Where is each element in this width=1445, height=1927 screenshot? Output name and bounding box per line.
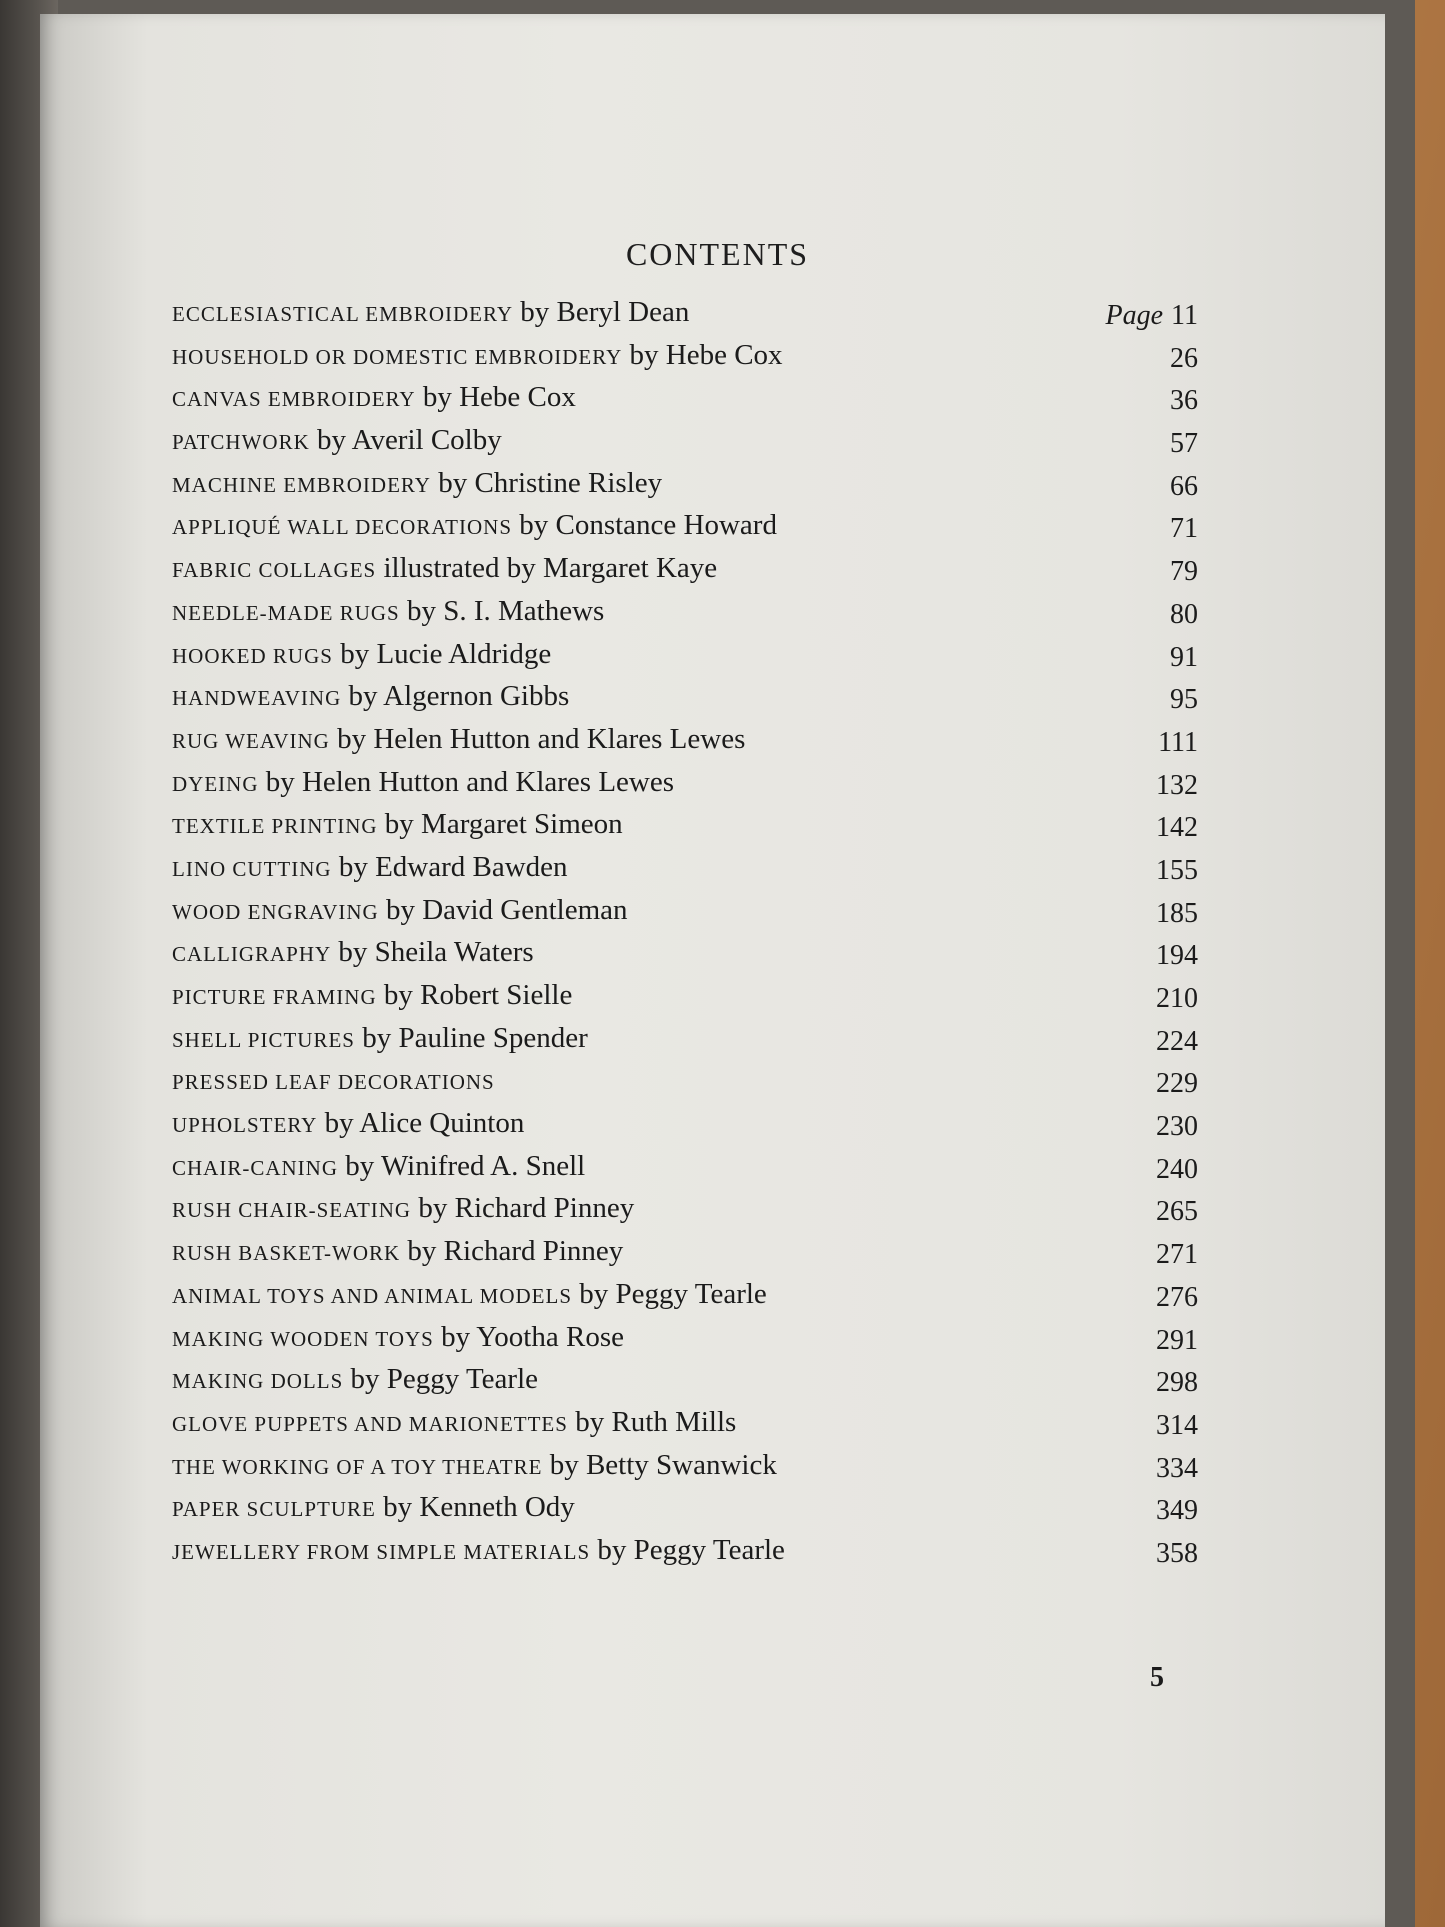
toc-entry-topic: FABRIC COLLAGES <box>172 558 377 583</box>
toc-entry-author: by Betty Swanwick <box>549 1448 777 1481</box>
toc-entry-page-number: 334 <box>1156 1452 1198 1484</box>
toc-entry-topic: UPHOLSTERY <box>172 1113 318 1138</box>
toc-entry-page-number: 80 <box>1170 598 1198 630</box>
toc-entry-author: by Alice Quinton <box>324 1107 525 1140</box>
toc-entry-heading <box>172 979 572 1012</box>
toc-entry-page <box>1156 1495 1198 1527</box>
toc-entry-topic: LINO CUTTING <box>172 856 332 881</box>
toc-entry-author: by Ruth Mills <box>575 1405 737 1438</box>
toc-entry-topic: WOOD ENGRAVING <box>172 899 379 924</box>
toc-entry-page-number: 36 <box>1170 385 1198 417</box>
toc-entry-topic: CANVAS EMBROIDERY <box>172 387 416 412</box>
toc-entry-topic: MAKING DOLLS <box>172 1369 344 1394</box>
toc-entry-heading <box>172 552 717 585</box>
toc-entry-author: by Pauline Spender <box>362 1021 588 1054</box>
toc-entry <box>172 1060 1212 1103</box>
toc-entry-page-number: 349 <box>1156 1495 1198 1527</box>
page-number: 5 <box>1150 1662 1164 1693</box>
toc-entry-author: by Richard Pinney <box>418 1192 635 1225</box>
toc-entry-heading <box>172 339 783 372</box>
toc-entry-author: by Hebe Cox <box>629 338 783 371</box>
toc-entry-topic: DYEING <box>172 771 259 796</box>
toc-entry <box>172 932 1212 975</box>
toc-entry-topic: TEXTILE PRINTING <box>172 814 378 839</box>
toc-entry-heading <box>172 1022 588 1055</box>
toc-entry-topic: ANIMAL TOYS AND ANIMAL MODELS <box>172 1283 573 1308</box>
toc-entry-page <box>1156 1538 1198 1570</box>
toc-entry-author: by Winifred A. Snell <box>345 1149 586 1182</box>
toc-entry-page-number: 11 <box>1171 300 1198 331</box>
toc-entry-topic: SHELL PICTURES <box>172 1027 355 1052</box>
toc-entry-author: by Hebe Cox <box>422 381 576 414</box>
toc-entry-page-number: 185 <box>1156 897 1198 929</box>
toc-entry-topic: RUG WEAVING <box>172 728 330 753</box>
toc-entry <box>172 377 1212 420</box>
toc-entry-heading <box>172 1064 495 1097</box>
toc-entry-topic: HOOKED RUGS <box>172 643 333 668</box>
toc-entry-page <box>1170 343 1198 375</box>
toc-entry-page-number: 210 <box>1156 983 1198 1014</box>
toc-entry-heading <box>172 680 569 713</box>
toc-entry-heading <box>172 381 576 414</box>
toc-entry-page <box>1170 513 1198 545</box>
toc-entry-author: by Lucie Aldridge <box>340 637 552 670</box>
toc-entry-page-number: 265 <box>1156 1196 1198 1228</box>
toc-entry-page <box>1156 1282 1198 1314</box>
toc-entry-heading <box>172 1406 736 1439</box>
toc-entry <box>172 505 1212 548</box>
toc-entry-page-number: 26 <box>1170 342 1198 374</box>
contents-list <box>172 292 1212 1573</box>
toc-entry <box>172 463 1212 506</box>
toc-entry-topic: RUSH BASKET-WORK <box>172 1241 401 1266</box>
toc-entry-topic: APPLIQUÉ WALL DECORATIONS <box>172 515 512 540</box>
toc-entry-heading <box>172 1534 785 1567</box>
toc-entry-page <box>1156 1196 1198 1228</box>
toc-entry-page <box>1170 684 1198 716</box>
toc-entry-page <box>1156 1410 1198 1442</box>
toc-entry-heading <box>172 1235 623 1268</box>
toc-entry <box>172 1402 1212 1445</box>
toc-entry <box>172 1274 1212 1317</box>
toc-entry-page-number: 358 <box>1156 1537 1198 1569</box>
toc-entry-page-number: 132 <box>1156 769 1198 801</box>
toc-entry-page <box>1158 727 1198 759</box>
toc-entry-page <box>1170 556 1198 588</box>
toc-entry <box>172 591 1212 634</box>
toc-entry-page-number: 71 <box>1170 513 1198 545</box>
toc-entry-page-number: 66 <box>1170 470 1198 502</box>
toc-entry <box>172 762 1212 805</box>
toc-entry-page <box>1156 1026 1198 1058</box>
toc-entry-author: by Helen Hutton and Klares Lewes <box>337 722 746 755</box>
toc-entry-author: by Yootha Rose <box>441 1320 624 1353</box>
toc-entry-page-number: 57 <box>1170 428 1198 460</box>
toc-entry-page <box>1156 1367 1198 1399</box>
toc-entry-heading <box>172 1321 624 1354</box>
toc-entry-author: by Robert Sielle <box>383 979 573 1011</box>
toc-entry-author: by Margaret Simeon <box>384 808 623 841</box>
toc-entry-page <box>1156 1325 1198 1357</box>
toc-entry <box>172 1188 1212 1231</box>
toc-entry <box>172 1359 1212 1402</box>
toc-entry-author: by Edward Bawden <box>338 850 568 883</box>
toc-entry-heading <box>172 1363 538 1396</box>
toc-entry-page <box>1156 940 1198 972</box>
toc-entry-page-number: 271 <box>1156 1239 1198 1271</box>
toc-entry-page <box>1156 855 1198 887</box>
toc-entry-heading <box>172 595 604 628</box>
toc-entry-page-number: 91 <box>1170 641 1198 673</box>
toc-entry-topic: PICTURE FRAMING <box>172 985 377 1009</box>
toc-entry-topic: PATCHWORK <box>172 430 310 455</box>
toc-entry <box>172 1487 1212 1530</box>
toc-entry <box>172 335 1212 378</box>
toc-entry <box>172 1231 1212 1274</box>
toc-entry <box>172 292 1212 335</box>
toc-entry-topic: CALLIGRAPHY <box>172 942 332 967</box>
toc-entry-page <box>1106 300 1199 332</box>
toc-entry-heading <box>172 467 662 500</box>
toc-entry-heading <box>172 1278 767 1311</box>
toc-entry-topic: JEWELLERY FROM SIMPLE MATERIALS <box>172 1539 591 1564</box>
toc-entry-author: by S. I. Mathews <box>406 594 605 627</box>
toc-entry-page <box>1170 428 1198 460</box>
toc-entry-heading <box>172 638 551 671</box>
toc-entry-page-number: 194 <box>1156 940 1198 972</box>
toc-entry-page <box>1156 1111 1198 1143</box>
toc-entry-topic: PAPER SCULPTURE <box>172 1497 376 1522</box>
toc-entry-page <box>1170 599 1198 631</box>
toc-entry <box>172 847 1212 890</box>
toc-entry <box>172 1317 1212 1360</box>
toc-entry <box>172 975 1212 1018</box>
toc-entry-topic: NEEDLE-MADE RUGS <box>172 600 400 625</box>
toc-entry-topic: PRESSED LEAF DECORATIONS <box>172 1070 495 1095</box>
toc-entry-page-number: 155 <box>1156 854 1198 886</box>
book-page <box>40 14 1385 1927</box>
toc-entry-heading <box>172 1491 575 1524</box>
toc-entry-topic: RUSH CHAIR-SEATING <box>172 1198 412 1223</box>
toc-entry-topic: CHAIR-CANING <box>172 1155 338 1180</box>
toc-entry-heading <box>172 1449 777 1482</box>
toc-entry-heading <box>172 1107 524 1140</box>
toc-entry <box>172 1445 1212 1488</box>
toc-entry <box>172 1103 1212 1146</box>
toc-entry-topic: ECCLESIASTICAL EMBROIDERY <box>172 302 513 326</box>
toc-entry <box>172 804 1212 847</box>
toc-entry-heading <box>172 296 689 329</box>
toc-entry <box>172 1530 1212 1573</box>
toc-entry-topic: HOUSEHOLD OR DOMESTIC EMBROIDERY <box>172 344 623 369</box>
toc-entry-page <box>1156 1154 1198 1186</box>
toc-entry-author: by Richard Pinney <box>407 1235 624 1268</box>
toc-entry-heading <box>172 424 502 457</box>
toc-entry-topic: MACHINE EMBROIDERY <box>172 472 431 497</box>
toc-entry-page-number: 79 <box>1170 556 1198 588</box>
toc-entry-page-number: 95 <box>1170 684 1198 716</box>
toc-entry-page-number: 142 <box>1156 812 1198 844</box>
toc-entry-author: by Algernon Gibbs <box>348 680 570 713</box>
toc-entry-page <box>1156 1239 1198 1271</box>
toc-entry <box>172 719 1212 762</box>
toc-entry-page <box>1156 1068 1198 1100</box>
toc-entry <box>172 1146 1212 1189</box>
toc-entry-author: by David Gentleman <box>385 893 628 926</box>
toc-entry-topic: GLOVE PUPPETS AND MARIONETTES <box>172 1411 568 1436</box>
toc-entry-page <box>1156 898 1198 930</box>
toc-entry-author: by Beryl Dean <box>520 296 690 328</box>
toc-entry-page <box>1156 983 1198 1015</box>
toc-entry-page-number: 230 <box>1156 1111 1198 1143</box>
toc-entry-page-number: 229 <box>1156 1068 1198 1100</box>
toc-entry-page-number: 298 <box>1156 1367 1198 1399</box>
toc-entry-page <box>1156 1453 1198 1485</box>
toc-entry-author: by Averil Colby <box>317 424 502 457</box>
toc-entry <box>172 634 1212 677</box>
toc-entry-topic: THE WORKING OF A TOY THEATRE <box>172 1454 543 1479</box>
toc-entry <box>172 420 1212 463</box>
toc-entry <box>172 548 1212 591</box>
toc-entry-author: by Sheila Waters <box>338 936 534 969</box>
toc-entry-page-number: 240 <box>1156 1153 1198 1185</box>
toc-entry-page <box>1170 471 1198 503</box>
toc-entry-heading <box>172 723 745 756</box>
toc-entry-author: by Christine Risley <box>438 466 663 499</box>
toc-entry-author: by Kenneth Ody <box>383 1491 575 1524</box>
toc-entry <box>172 676 1212 719</box>
toc-entry-heading <box>172 808 623 841</box>
toc-entry-page-number: 111 <box>1158 726 1198 758</box>
toc-entry-author: by Peggy Tearle <box>350 1363 538 1396</box>
toc-entry-page-number: 291 <box>1156 1324 1198 1356</box>
toc-entry-author: by Constance Howard <box>519 509 777 542</box>
toc-entry-heading <box>172 1192 634 1225</box>
toc-entry-heading <box>172 766 674 799</box>
page-word-label: Page <box>1105 300 1164 331</box>
toc-entry-page-number: 314 <box>1156 1409 1198 1441</box>
toc-entry-topic: MAKING WOODEN TOYS <box>172 1326 434 1351</box>
toc-entry-page <box>1156 770 1198 802</box>
toc-entry-page <box>1170 642 1198 674</box>
toc-entry-author: by Peggy Tearle <box>597 1533 785 1566</box>
toc-entry-page <box>1170 385 1198 417</box>
toc-entry-author: illustrated by Margaret Kaye <box>383 552 718 585</box>
toc-entry <box>172 1018 1212 1061</box>
toc-entry-author: by Peggy Tearle <box>579 1277 767 1310</box>
toc-entry-author: by Helen Hutton and Klares Lewes <box>265 765 675 798</box>
toc-entry-heading <box>172 851 568 884</box>
page-title: CONTENTS <box>625 236 810 272</box>
toc-entry-heading <box>172 894 628 927</box>
toc-entry-heading <box>172 936 534 969</box>
toc-entry-page <box>1156 812 1198 844</box>
toc-entry-heading <box>172 1150 585 1183</box>
toc-entry-page-number: 224 <box>1156 1025 1198 1057</box>
toc-entry-heading <box>172 509 777 542</box>
toc-entry <box>172 890 1212 933</box>
toc-entry-page-number: 276 <box>1156 1281 1198 1313</box>
toc-entry-topic: HANDWEAVING <box>172 686 342 711</box>
